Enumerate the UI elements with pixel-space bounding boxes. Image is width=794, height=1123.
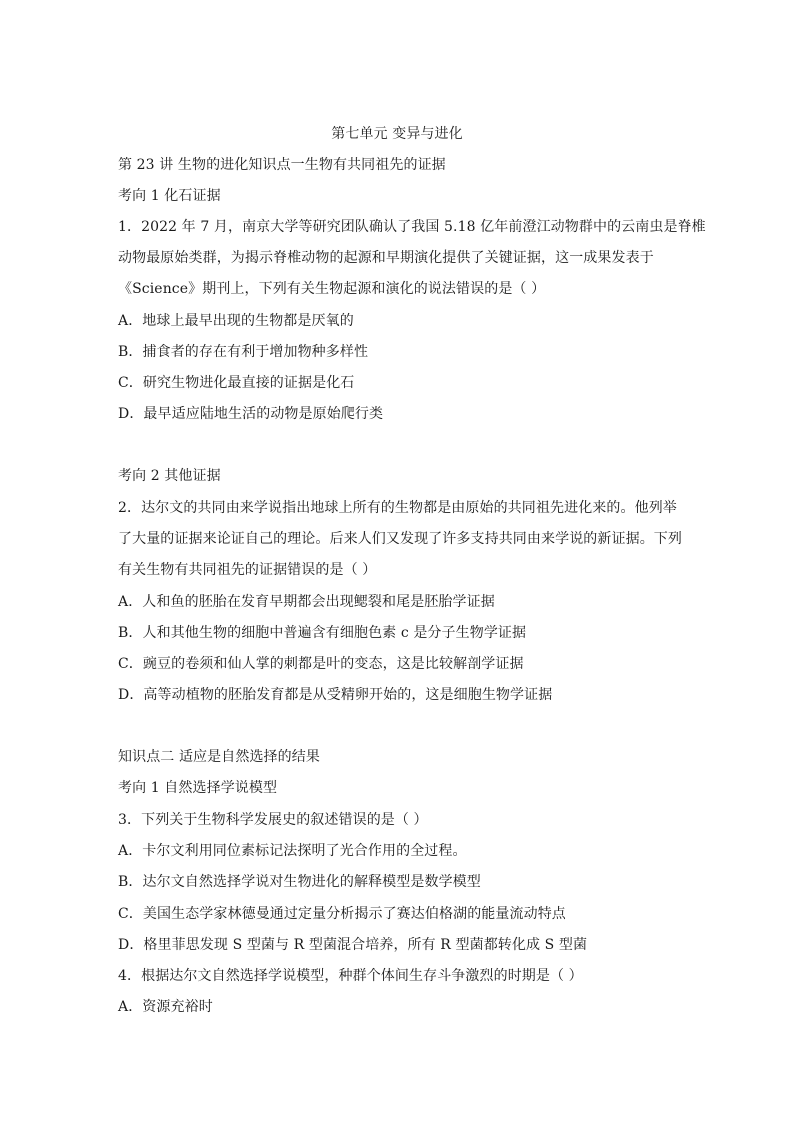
question-1-option-b: B．捕食者的存在有利于增加物种多样性 — [118, 344, 369, 360]
question-2-option-c: C．豌豆的卷须和仙人掌的刺都是叶的变态，这是比较解剖学证据 — [118, 656, 524, 672]
question-1-option-d: D．最早适应陆地生活的动物是原始爬行类 — [118, 406, 384, 422]
question-3-stem-line-1: 3．下列关于生物科学发展史的叙述错误的是（ ） — [118, 812, 428, 828]
question-3-option-d: D．格里菲思发现 S 型菌与 R 型菌混合培养，所有 R 型菌都转化成 S 型菌 — [118, 937, 588, 953]
question-3-option-a: A．卡尔文利用同位素标记法探明了光合作用的全过程。 — [118, 843, 467, 859]
question-2-stem-line-2: 了大量的证据来论证自己的理论。后来人们又发现了许多支持共同由来学说的新证据。下列 — [118, 531, 682, 547]
question-4-option-a: A．资源充裕时 — [118, 999, 213, 1015]
question-3-option-c: C．美国生态学家林德曼通过定量分析揭示了赛达伯格湖的能量流动特点 — [118, 906, 566, 922]
question-4-stem-line-1: 4．根据达尔文自然选择学说模型，种群个体间生存斗争激烈的时期是（ ） — [118, 968, 583, 984]
lecture-heading: 第 23 讲 生物的进化知识点一生物有共同祖先的证据 — [118, 157, 446, 173]
question-2-stem-line-3: 有关生物有共同祖先的证据错误的是（ ） — [118, 562, 377, 578]
unit-title: 第七单元 变异与进化 — [331, 126, 463, 142]
section-heading: 考向 1 化石证据 — [118, 188, 221, 204]
section-heading: 考向 1 自然选择学说模型 — [118, 780, 278, 796]
question-2-option-a: A．人和鱼的胚胎在发育早期都会出现鳃裂和尾是胚胎学证据 — [118, 594, 495, 610]
question-2-stem-line-1: 2．达尔文的共同由来学说指出地球上所有的生物都是由原始的共同祖先进化来的。他列举 — [118, 500, 677, 516]
question-1-option-c: C．研究生物进化最直接的证据是化石 — [118, 375, 355, 391]
knowledge-point-heading: 知识点二 适应是自然选择的结果 — [118, 749, 320, 765]
question-3-option-b: B．达尔文自然选择学说对生物进化的解释模型是数学模型 — [118, 874, 481, 890]
section-heading: 考向 2 其他证据 — [118, 468, 221, 484]
question-2-option-d: D．高等动植物的胚胎发育都是从受精卵开始的，这是细胞生物学证据 — [118, 687, 553, 703]
question-1-option-a: A．地球上最早出现的生物都是厌氧的 — [118, 313, 354, 329]
question-2-option-b: B．人和其他生物的细胞中普遍含有细胞色素 c 是分子生物学证据 — [118, 625, 527, 641]
question-1-stem-line-3: 《Science》期刊上，下列有关生物起源和演化的说法错误的是（ ） — [118, 281, 546, 297]
question-1-stem-line-1: 1．2022 年 7 月，南京大学等研究团队确认了我国 5.18 亿年前澄江动物群中的云南虫是脊椎 — [118, 219, 706, 235]
question-1-stem-line-2: 动物最原始类群，为揭示脊椎动物的起源和早期演化提供了关键证据，这一成果发表于 — [118, 250, 654, 266]
